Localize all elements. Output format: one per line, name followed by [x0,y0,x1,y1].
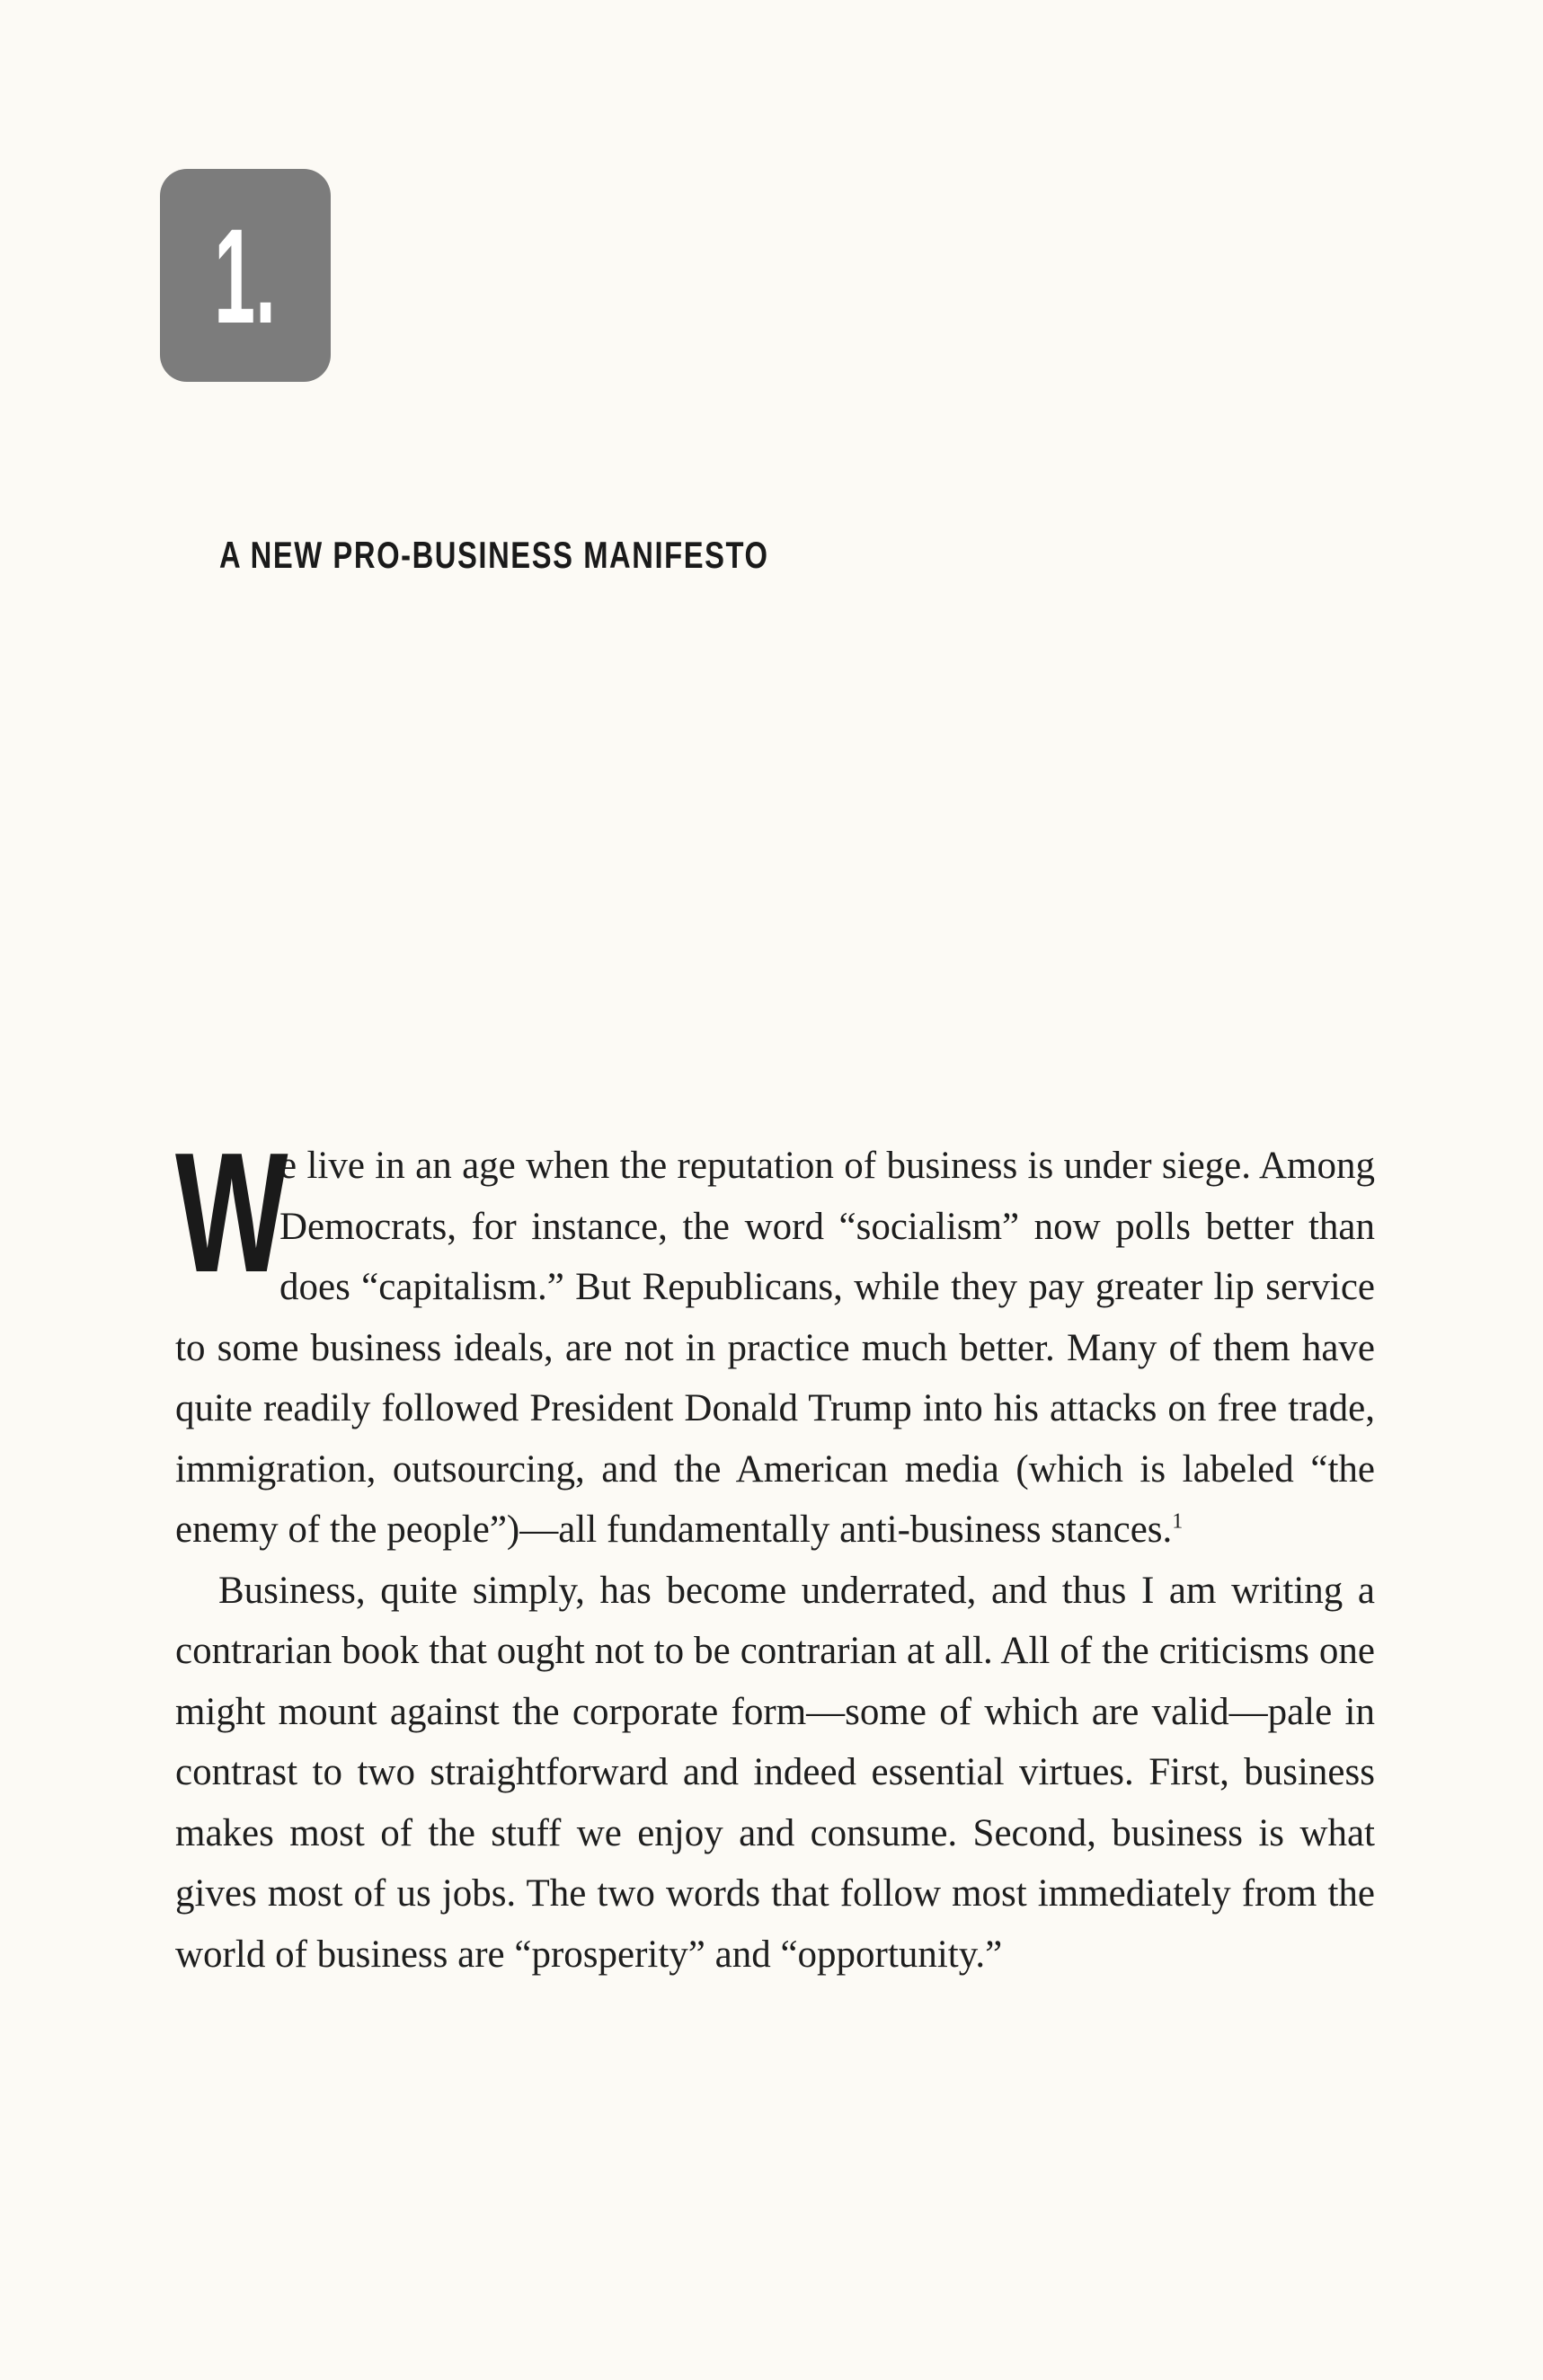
chapter-title: A NEW PRO-BUSINESS MANIFESTO [219,534,769,576]
paragraph-2-text: Business, quite simply, has become underrated, and thus I am writing a contrarian book that ought not to be contrarian at all. All of the criticisms one might mount against the corporate form—some of which are valid—pale in contrast to two straightforward and indeed essential virtues. First, business makes most of the stuff we enjoy and consume. Second, business is what gives most of us jobs. The two words that follow most immediately from the world of business are “prosperity” and “opportunity.” [175,1569,1375,1976]
drop-cap: W [175,1118,288,1308]
footnote-reference[interactable]: 1 [1172,1509,1184,1534]
chapter-body [175,1118,1375,1985]
chapter-number: 1. [214,199,277,351]
chapter-number-badge [160,169,331,382]
paragraph-1 [175,1118,1375,1561]
paragraph-2 [175,1561,1375,1986]
paragraph-1-text: e live in an age when the reputation of business is under siege. Among Democrats, for instance, the word “socialism” now polls better than does “capitalism.” But Republicans, while they pay greater lip service to some business ideals, are not in practice much better. Many of them have quite readily followed President Donald Trump into his attacks on free trade, immigration, outsourcing, and the American media (which is labeled “the enemy of the people”)—all fundamentally anti-business stances. [175,1145,1375,1551]
